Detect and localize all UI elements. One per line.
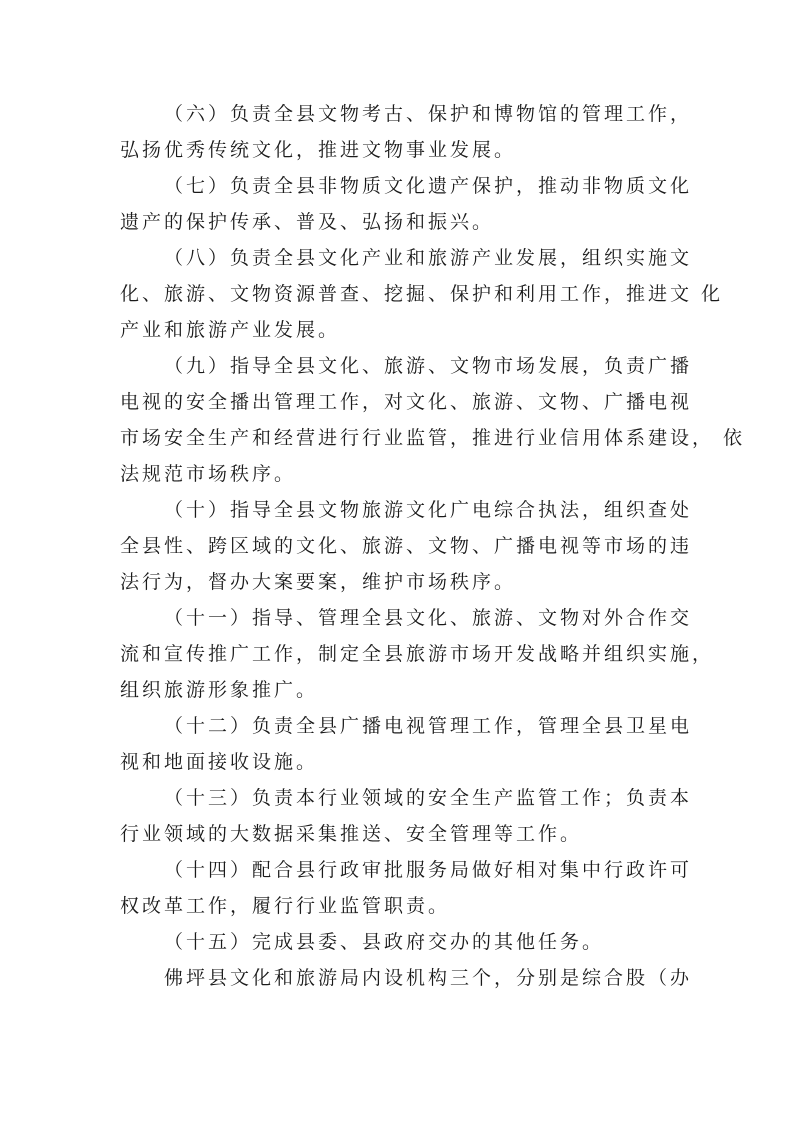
text-line: 化、旅游、文物资源普查、挖掘、保护和利用工作，推进文 化 xyxy=(120,283,724,305)
paragraph-9 xyxy=(120,348,746,492)
paragraph-15 xyxy=(120,924,680,960)
text-line: 组织旅游形象推广。 xyxy=(120,679,319,701)
paragraph-14 xyxy=(120,852,693,924)
text-line: 产业和旅游产业发展。 xyxy=(120,319,341,341)
text-line: （十一）指导、管理全县文化、旅游、文物对外合作交 xyxy=(164,607,693,629)
text-line: 遗产的保护传承、普及、弘扬和振兴。 xyxy=(120,211,495,233)
text-line: （十）指导全县文物旅游文化广电综合执法，组织查处 xyxy=(164,499,693,521)
document-page xyxy=(120,96,746,996)
paragraph-7 xyxy=(120,168,693,240)
text-line: （六）负责全县文物考古、保护和博物馆的管理工作， xyxy=(164,103,693,125)
text-line: （十四）配合县行政审批服务局做好相对集中行政许可 xyxy=(164,859,693,881)
paragraph-11 xyxy=(120,600,715,708)
paragraph-12 xyxy=(120,708,693,780)
text-line: 行业领域的大数据采集推送、安全管理等工作。 xyxy=(120,823,583,845)
text-line: 电视的安全播出管理工作，对文化、旅游、文物、广播电视 xyxy=(120,391,693,413)
paragraph-13 xyxy=(120,780,693,852)
text-line: 法规范市场秩序。 xyxy=(120,463,297,485)
text-line: （八）负责全县文化产业和旅游产业发展，组织实施文 xyxy=(164,247,693,269)
text-line: 弘扬优秀传统文化，推进文物事业发展。 xyxy=(120,139,517,161)
text-line: 佛坪县文化和旅游局内设机构三个，分别是综合股（办 xyxy=(164,967,693,989)
paragraph-org xyxy=(120,960,693,996)
paragraph-10 xyxy=(120,492,693,600)
text-line: （十二）负责全县广播电视管理工作，管理全县卫星电 xyxy=(164,715,693,737)
text-line: 权改革工作，履行行业监管职责。 xyxy=(120,895,451,917)
text-line: 视和地面接收设施。 xyxy=(120,751,319,773)
paragraph-8 xyxy=(120,240,724,348)
text-line: （九）指导全县文化、旅游、文物市场发展，负责广播 xyxy=(164,355,693,377)
text-line: （七）负责全县非物质文化遗产保护，推动非物质文化 xyxy=(164,175,693,197)
paragraph-6 xyxy=(120,96,693,168)
text-line: 流和宣传推广工作，制定全县旅游市场开发战略并组织实施， xyxy=(120,643,715,665)
text-line: 法行为，督办大案要案，维护市场秩序。 xyxy=(120,571,517,593)
text-line: （十五）完成县委、县政府交办的其他任务。 xyxy=(164,931,605,953)
text-line: （十三）负责本行业领域的安全生产监管工作；负责本 xyxy=(164,787,693,809)
text-line: 市场安全生产和经营进行行业监管，推进行业信用体系建设， 依 xyxy=(120,427,746,449)
text-line: 全县性、跨区域的文化、旅游、文物、广播电视等市场的违 xyxy=(120,535,693,557)
